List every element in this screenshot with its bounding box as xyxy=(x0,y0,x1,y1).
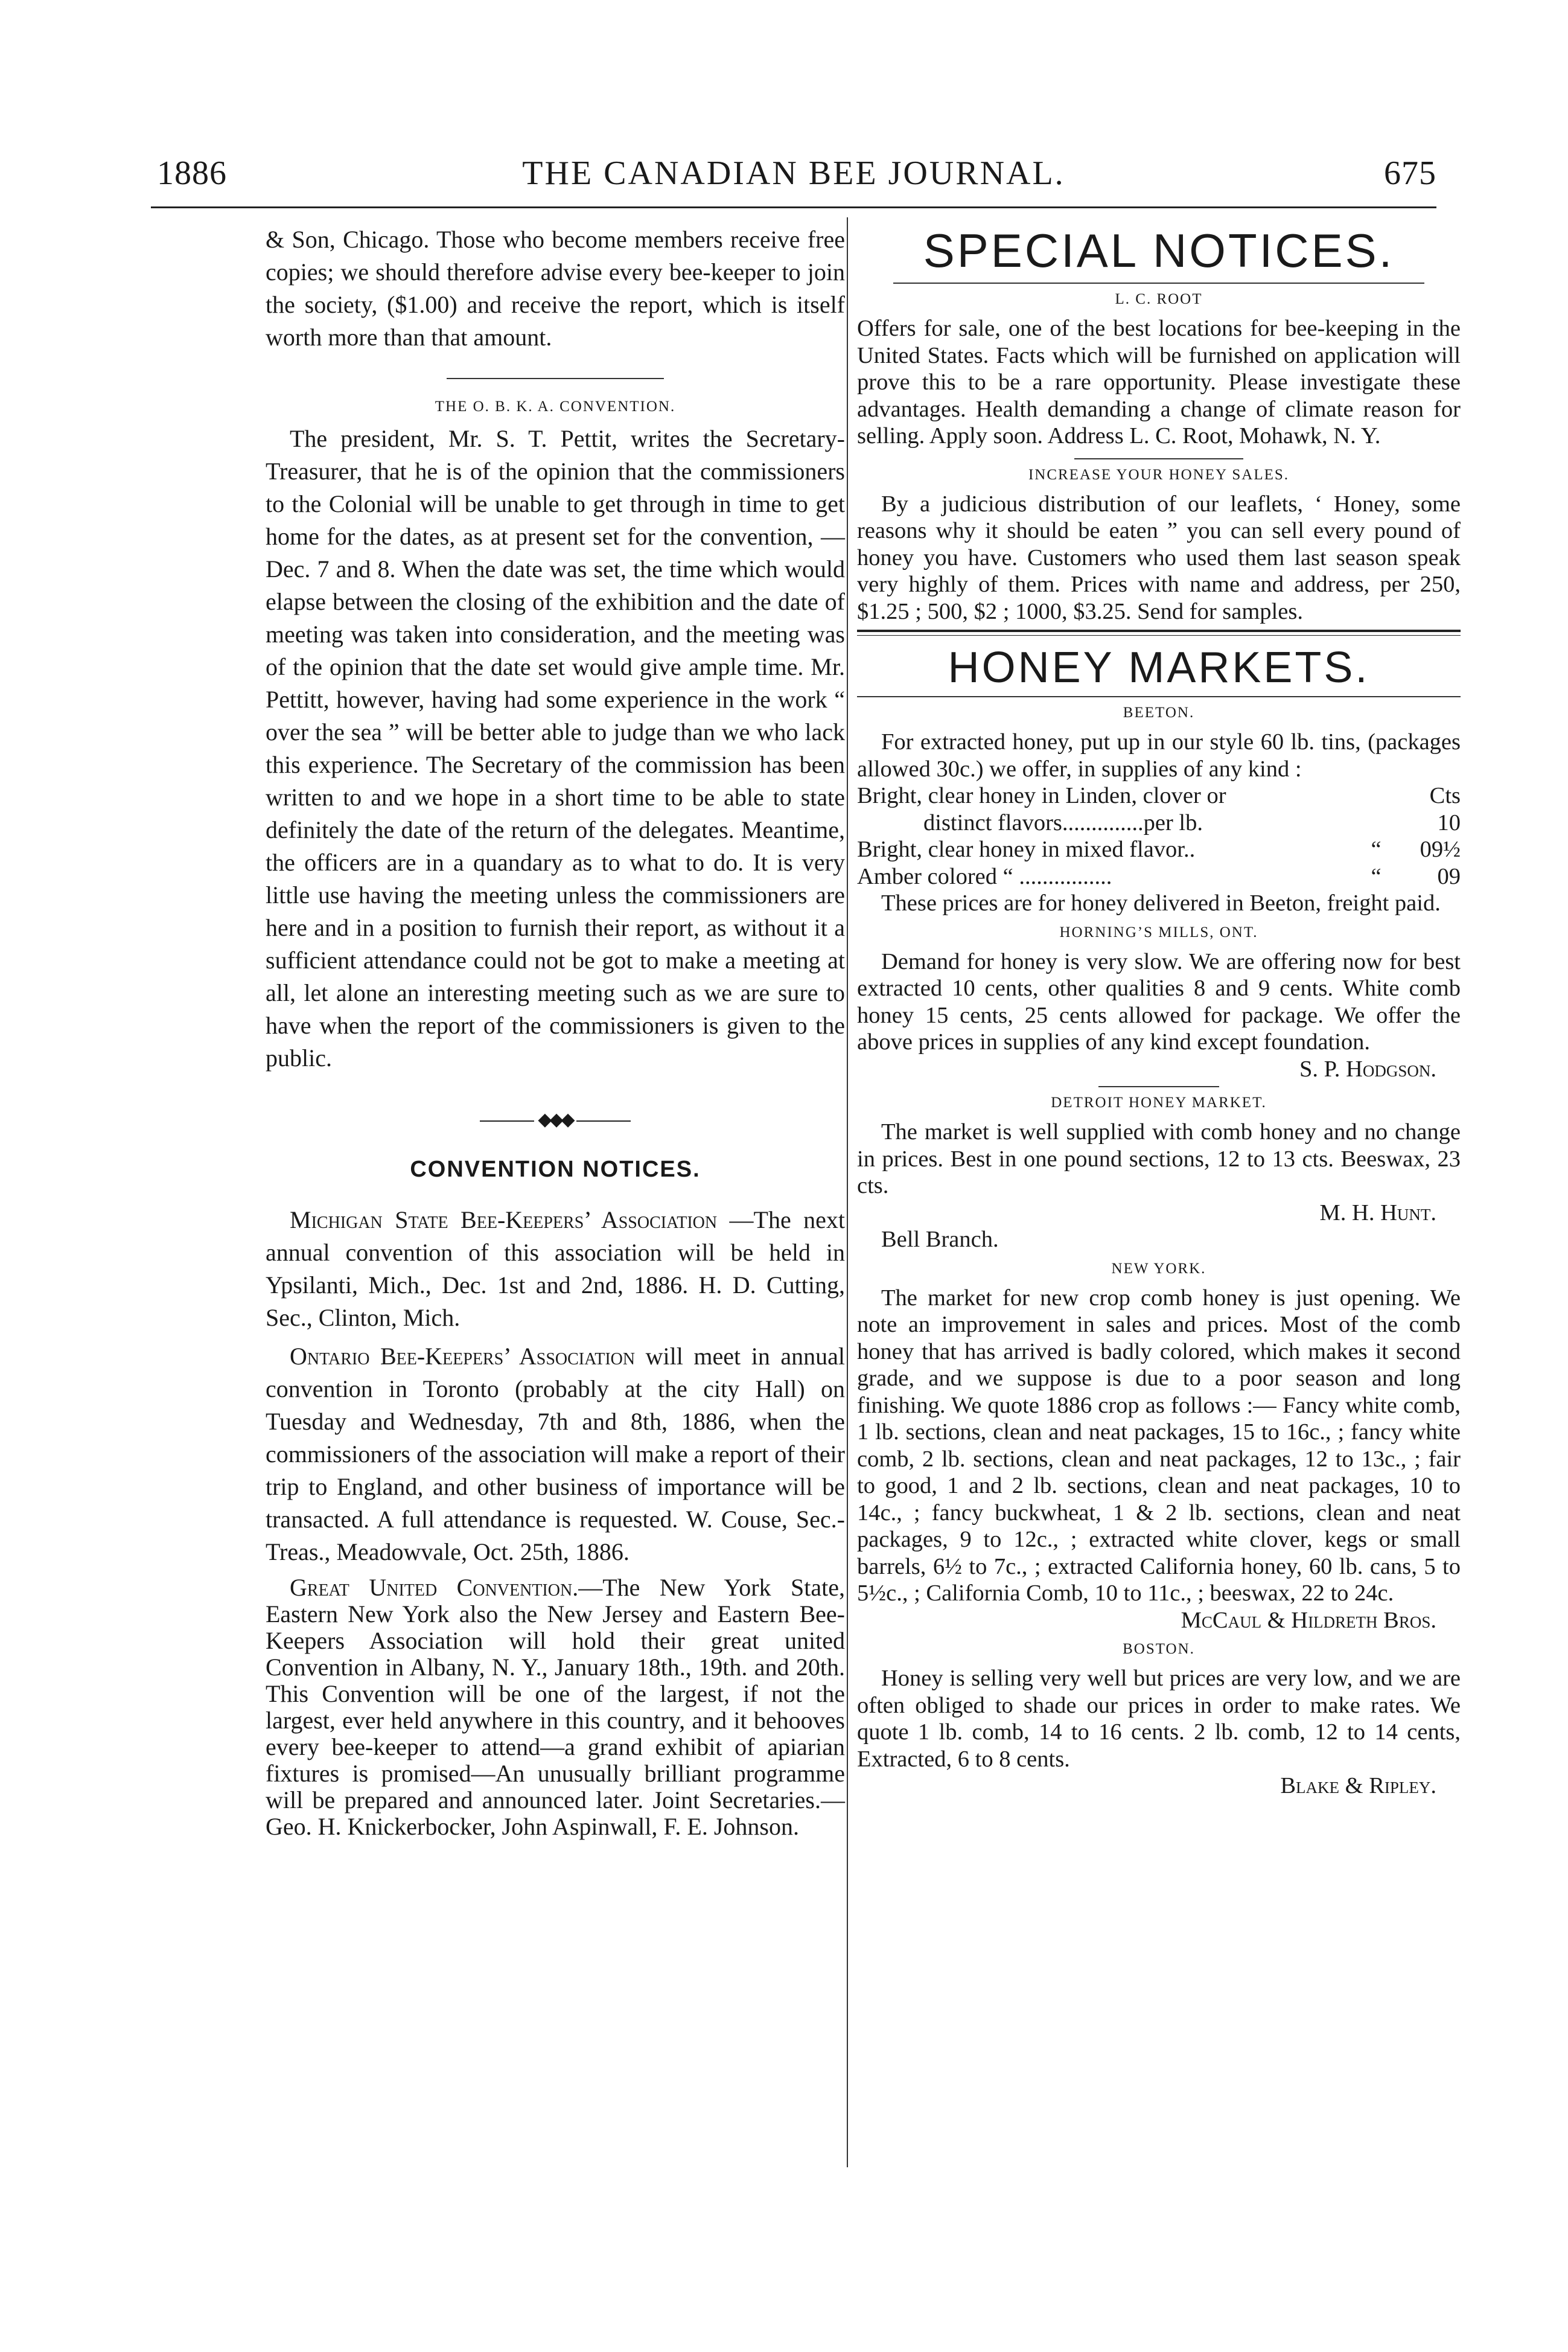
price-label: Bright, clear honey in Linden, clover or xyxy=(857,783,1226,808)
double-rule xyxy=(857,630,1461,636)
newyork-signature: McCaul & Hildreth Bros. xyxy=(1181,1607,1436,1633)
beeton-price-table xyxy=(857,782,1461,890)
header-rule xyxy=(151,206,1436,208)
section-divider xyxy=(1074,458,1243,459)
convention-notices-heading: CONVENTION NOTICES. xyxy=(410,1157,701,1182)
obka-heading: THE O. B. K. A. CONVENTION. xyxy=(435,398,676,415)
newyork-body: The market for new crop comb honey is just opening. We note an improvement in sales and prices. Most of the comb honey that has arrived is badly colored, which makes it second grade, and we suppose is due to a poor season and long finishing. We quote 1886 crop as follows :— Fancy white comb, 1 lb. sections, clean and neat packages, 15 to 16c., ; fancy white comb, 2 lb. sections, clean and neat packages, 12 to 13c., ; fair to good, 1 and 2 lb. sections, clean and neat packages, 10 to 14c., ; fancy buckwheat, 1 & 2 lb. sections, clean and neat packages, 9 to 12c., ; extracted white clover, kegs or small barrels, 6½ to 7c., ; extracted California honey, 60 lb. cans, 5 to 5½c., ; California Comb, 10 to 11c., ; beeswax, 22 to 24c. xyxy=(857,1285,1461,1606)
intro-paragraph: & Son, Chicago. Those who become members receive free copies; we should therefore advise every bee-keeper to join the society, ($1.00) and receive the report, which is itself worth more than that amount. xyxy=(266,226,845,351)
detroit-heading: DETROIT HONEY MARKET. xyxy=(1051,1095,1267,1111)
price-ditto xyxy=(1358,782,1394,810)
right-column xyxy=(857,223,1461,1800)
price-ditto: “ xyxy=(1371,837,1382,862)
beeton-heading: BEETON. xyxy=(1123,705,1195,721)
price-label: Bright, clear honey in mixed flavor.. xyxy=(857,837,1196,862)
beeton-intro: For extracted honey, put up in our style 60 lb. tins, (packages allowed 30c.) we offer, in supplies of any kind : xyxy=(857,729,1461,782)
michigan-name: Michigan State Bee-Keepers’ Association xyxy=(290,1206,718,1233)
special-notices-heading: SPECIAL NOTICES. xyxy=(923,224,1395,277)
price-value: 10 xyxy=(1437,810,1461,836)
increase-sales-body: By a judicious distribution of our leaflets, ‘ Honey, some reasons why it should be eaten ” you can sell every pound of honey you have. Customers who used them last season speak very highly of them. Prices with name and address, per 250, $1.25 ; 500, $2 ; 1000, $3.25. Send for samples. xyxy=(857,491,1461,624)
root-heading: L. C. ROOT xyxy=(1115,291,1203,307)
newyork-heading: NEW YORK. xyxy=(1111,1260,1206,1277)
price-value: 09 xyxy=(1437,863,1461,889)
ontario-body: will meet in annual convention in Toronto (probably at the city Hall) on Tuesday and Wednesday, 7th and 8th, 1886, when the commissioners of the association will make a report of their trip to England, and other business of importance will be transacted. A full attendance is requested. W. Couse, Sec.-Treas., Meadowvale, Oct. 25th, 1886. xyxy=(266,1343,845,1565)
boston-body: Honey is selling very well but prices are very low, and we are often obliged to shade our prices in order to make rates. We quote 1 lb. comb, 14 to 16 cents. 2 lb. comb, 12 to 14 cents, Extracted, 6 to 8 cents. xyxy=(857,1666,1461,1772)
horning-body: Demand for honey is very slow. We are offering now for best extracted 10 cents, other qualities 8 and 9 cents. White comb honey 15 cents, 25 cents allowed for package. We offer the above prices in supplies of any kind except foundation. xyxy=(857,948,1461,1055)
horning-signature: S. P. Hodgson. xyxy=(1299,1056,1436,1082)
price-row xyxy=(857,836,1461,863)
left-column xyxy=(266,223,845,1840)
price-row xyxy=(857,863,1461,890)
detroit-place: Bell Branch. xyxy=(881,1227,999,1252)
great-convention-notice xyxy=(266,1574,845,1840)
increase-sales-heading: INCREASE YOUR HONEY SALES. xyxy=(1028,466,1290,483)
heading-rule xyxy=(893,283,1424,284)
running-header xyxy=(151,154,1436,202)
header-title: THE CANADIAN BEE JOURNAL. xyxy=(522,155,1065,192)
boston-signature: Blake & Ripley. xyxy=(1280,1773,1436,1798)
detroit-signature: M. H. Hunt. xyxy=(1319,1200,1436,1226)
root-body: Offers for sale, one of the best locations for bee-keeping in the United States. Facts which will be furnished on application will prove this to be a rare opportunity. Please investigate these advantages. Health demanding a change of climate reason for selling. Apply soon. Address L. C. Root, Mohawk, N. Y. xyxy=(857,316,1461,449)
price-ditto: “ xyxy=(1371,863,1382,889)
great-convention-body: —The New York State, Eastern New York also the New Jersey and Eastern Bee-Keepers Association will hold their great united Convention in Albany, N. Y., January 18th., 19th. and 20th. This Convention will be one of the largest, if not the largest, ever held anywhere in this country, and it behooves every bee-keeper to attend—a grand exhibit of apiarian fixtures is promised—An unusually brilliant programme will be prepared and announced later. Joint Secretaries.—Geo. H. Knickerbocker, John Aspinwall, F. E. Johnson. xyxy=(266,1574,845,1840)
price-value: 09½ xyxy=(1420,837,1461,862)
price-label: Amber colored “ ................ xyxy=(857,863,1112,889)
section-divider xyxy=(1098,1086,1219,1087)
ornament-divider: ◆◆◆ xyxy=(266,1111,845,1129)
horning-heading: HORNING’S MILLS, ONT. xyxy=(1059,924,1258,941)
header-year: 1886 xyxy=(157,155,227,192)
section-divider xyxy=(447,378,664,379)
ontario-name: Ontario Bee-Keepers’ Association xyxy=(290,1343,636,1370)
price-label: distinct flavors..............per lb. xyxy=(923,810,1203,836)
page-number: 675 xyxy=(1384,155,1436,192)
ontario-notice xyxy=(266,1340,845,1568)
price-value: Cts xyxy=(1429,783,1461,808)
honey-markets-heading: HONEY MARKETS. xyxy=(948,644,1370,692)
price-row xyxy=(857,810,1461,837)
boston-heading: BOSTON. xyxy=(1123,1641,1195,1657)
price-row xyxy=(857,782,1461,810)
michigan-notice xyxy=(266,1204,845,1334)
beeton-note: These prices are for honey delivered in Beeton, freight paid. xyxy=(881,890,1441,916)
price-ditto xyxy=(1358,810,1394,837)
obka-body: The president, Mr. S. T. Pettit, writes the Secretary-Treasurer, that he is of the opinion that the commissioners to the Colonial will be unable to get through in time to get home for the dates, as at present set for the convention, —Dec. 7 and 8. When the date was set, the time which would elapse between the closing of the exhibition and the date of meeting was taken into consideration, and the meeting was of the opinion that the date set would give ample time. Mr. Pettitt, however, having had some experience in the work “ over the sea ” will be better able to judge than we who lack this experience. The Secretary of the commission has been written to and we hope in a short time to be able to state definitely the date of the return of the delegates. Meantime, the officers are in a quandary as to what to do. It is very little use having the meeting unless the commissioners are here and in a position to furnish their report, as without it a sufficient attendance could not be got to make a meeting at all, let alone an interesting meeting such as we are sure to have when the report of the commissioners is given to the public. xyxy=(266,425,845,1072)
great-convention-name: Great United Convention. xyxy=(290,1574,579,1601)
column-divider xyxy=(847,217,848,2167)
michigan-body: —The next annual convention of this association will be held in Ypsilanti, Mich., Dec. 1st and 2nd, 1886. H. D. Cutting, Sec., Clinton, Mich. xyxy=(266,1206,846,1331)
detroit-body: The market is well supplied with comb honey and no change in prices. Best in one pound sections, 12 to 13 cts. Beeswax, 23 cts. xyxy=(857,1119,1461,1198)
heading-rule xyxy=(857,696,1461,697)
